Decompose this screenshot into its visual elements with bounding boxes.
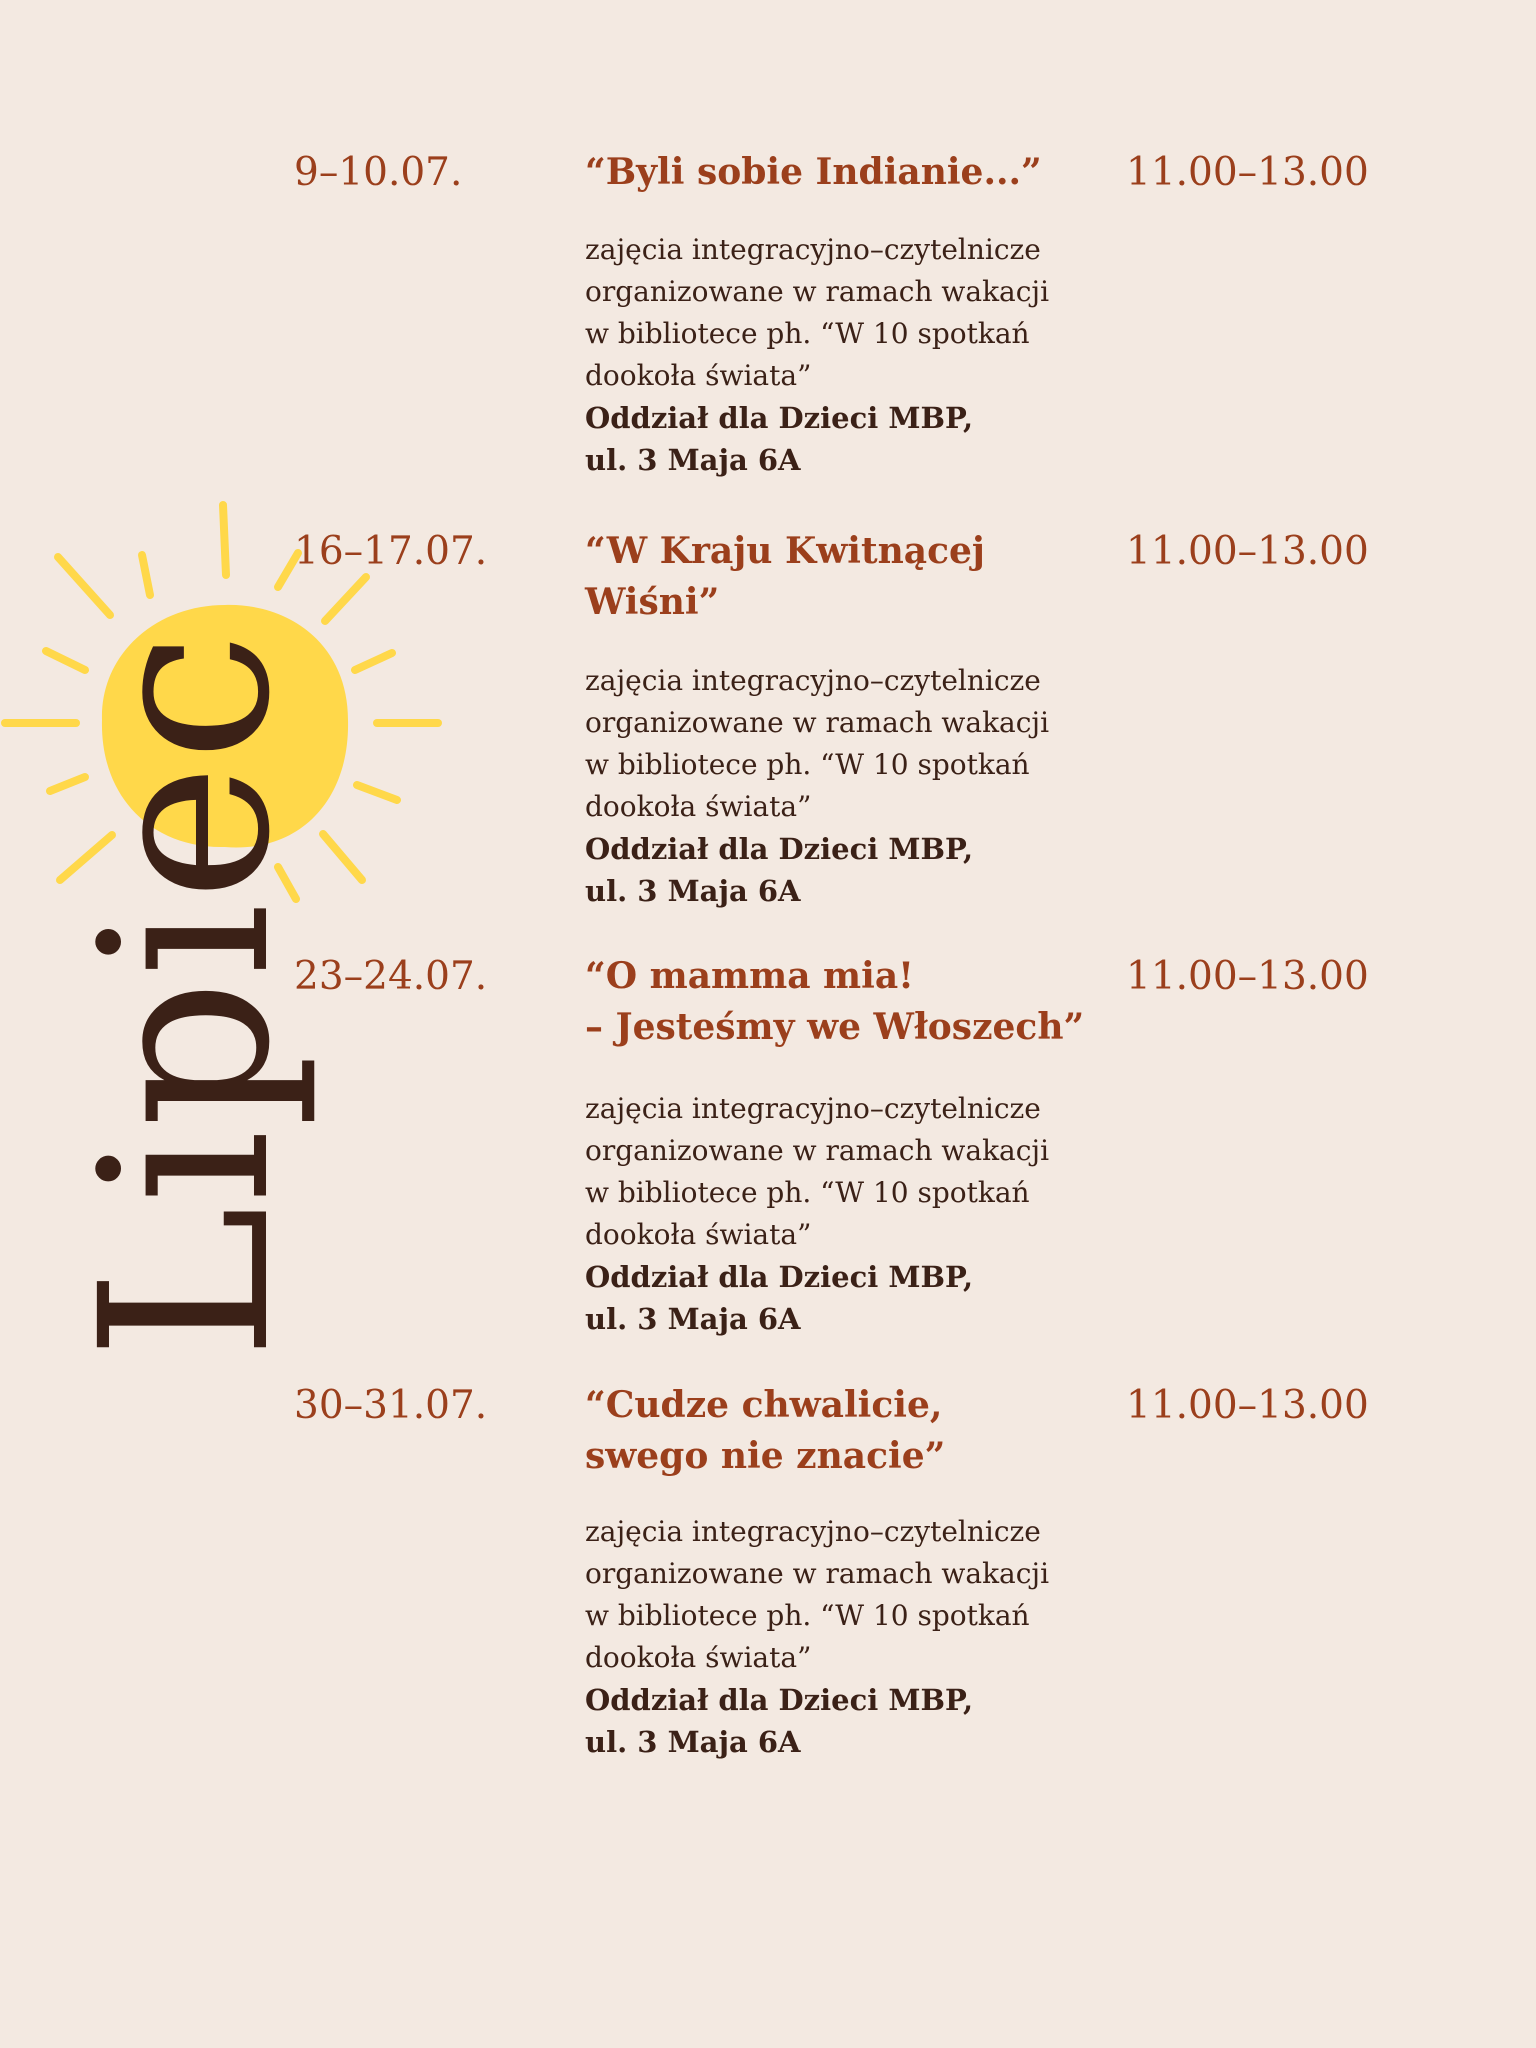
event-description: zajęcia integracyjno–czytelnicze organizowane w ramach wakacji w bibliotece ph. “W 10 spotkań dookoła świata”: [585, 1515, 1050, 1674]
event-description: zajęcia integracyjno–czytelnicze organizowane w ramach wakacji w bibliotece ph. “W 10 spotkań dookoła świata”: [585, 233, 1050, 392]
event-date: 9–10.07.: [294, 150, 463, 195]
event-location: Oddział dla Dzieci MBP, ul. 3 Maja 6A: [585, 1260, 974, 1336]
event-time: 11.00–13.00: [1126, 150, 1369, 195]
month-heading: Lipiec: [51, 629, 321, 1360]
event-description: zajęcia integracyjno–czytelnicze organizowane w ramach wakacji w bibliotece ph. “W 10 spotkań dookoła świata”: [585, 1092, 1050, 1251]
event-title: “W Kraju Kwitnącej Wiśni”: [585, 530, 985, 623]
event-location: Oddział dla Dzieci MBP, ul. 3 Maja 6A: [585, 401, 974, 477]
event-date: 30–31.07.: [294, 1383, 488, 1428]
event-title: “O mamma mia! – Jesteśmy we Włoszech”: [585, 955, 1085, 1048]
event-title: “Byli sobie Indianie...”: [585, 151, 1042, 193]
event-time: 11.00–13.00: [1126, 529, 1369, 574]
event-location: Oddział dla Dzieci MBP, ul. 3 Maja 6A: [585, 1683, 974, 1759]
event-date: 23–24.07.: [294, 954, 488, 999]
event-title: “Cudze chwalicie, swego nie znacie”: [585, 1384, 946, 1477]
event-time: 11.00–13.00: [1126, 954, 1369, 999]
event-time: 11.00–13.00: [1126, 1383, 1369, 1428]
event-description: zajęcia integracyjno–czytelnicze organizowane w ramach wakacji w bibliotece ph. “W 10 spotkań dookoła świata”: [585, 664, 1050, 823]
event-date: 16–17.07.: [294, 529, 488, 574]
event-location: Oddział dla Dzieci MBP, ul. 3 Maja 6A: [585, 832, 974, 908]
